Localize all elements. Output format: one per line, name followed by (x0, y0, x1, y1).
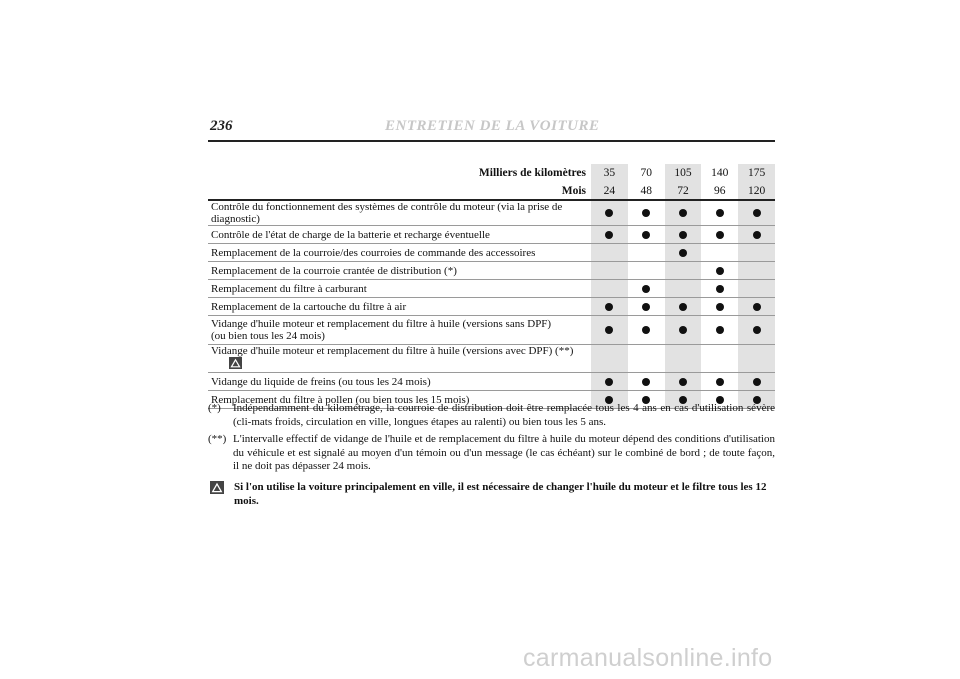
maintenance-row (208, 316, 775, 345)
interval-cell (738, 298, 775, 316)
month-value: 24 (591, 182, 628, 200)
footnote-text: Indépendamment du kilométrage, la courroie de distribution doit être remplacée tous les 4 ans en cas d'utilisation sévère (cli-mats froids, circulation en ville, longues étapes au ralenti) ou bien tous les 5 ans. (233, 402, 775, 428)
interval-cell (701, 373, 738, 391)
month-value: 96 (701, 182, 738, 200)
scheduled-dot-icon (753, 209, 761, 217)
interval-cell (628, 373, 665, 391)
scheduled-dot-icon (679, 326, 687, 334)
interval-cell (701, 200, 738, 226)
interval-cell (665, 244, 702, 262)
interval-cell (738, 244, 775, 262)
footnote-text: L'intervalle effectif de vidange de l'huile et de remplacement du filtre à huile du moteur dépend des conditions d'utilisation du véhicule et est signalé au moyen d'un témoin ou d'un message (le cas échéant) sur le combiné de bord ; de toute façon, il ne doit pas dépasser 24 mois. (233, 433, 775, 472)
warning-note (210, 481, 775, 508)
interval-cell (591, 200, 628, 226)
scheduled-dot-icon (753, 326, 761, 334)
month-value: 120 (738, 182, 775, 200)
warning-text: Si l'on utilise la voiture principalement en ville, il est nécessaire de changer l'huile du moteur et le filtre tous les 12 mois. (234, 481, 767, 507)
scheduled-dot-icon (716, 209, 724, 217)
operation-cell (208, 316, 591, 345)
header-rule (208, 140, 775, 142)
interval-cell (628, 345, 665, 373)
interval-cell (738, 316, 775, 345)
interval-cell (701, 226, 738, 244)
km-value: 35 (591, 164, 628, 182)
operation-label: Remplacement de la courroie/des courroies de commande des accessoires (211, 246, 536, 259)
interval-cell (628, 316, 665, 345)
interval-cell (665, 373, 702, 391)
km-header-row (208, 164, 775, 182)
interval-cell (738, 373, 775, 391)
interval-cell (628, 262, 665, 280)
interval-cell (591, 226, 628, 244)
interval-cell (628, 226, 665, 244)
interval-cell (738, 200, 775, 226)
interval-cell (665, 226, 702, 244)
km-value: 70 (640, 167, 652, 179)
interval-cell (665, 316, 702, 345)
warning-triangle-icon (210, 481, 234, 508)
interval-cell (701, 262, 738, 280)
maintenance-row (208, 298, 775, 316)
interval-cell (665, 200, 702, 226)
operation-cell (208, 262, 591, 280)
scheduled-dot-icon (605, 209, 613, 217)
month-value: 48 (628, 182, 665, 200)
scheduled-dot-icon (716, 285, 724, 293)
scheduled-dot-icon (679, 378, 687, 386)
scheduled-dot-icon (753, 378, 761, 386)
page-number: 236 (210, 118, 233, 134)
footnotes (208, 402, 775, 478)
operation-cell (208, 244, 591, 262)
interval-cell (628, 280, 665, 298)
maintenance-row (208, 280, 775, 298)
maintenance-row (208, 262, 775, 280)
interval-cell (738, 262, 775, 280)
operation-cell (208, 345, 591, 373)
interval-cell (738, 226, 775, 244)
footnote-mark: (**) (208, 433, 227, 445)
scheduled-dot-icon (605, 231, 613, 239)
watermark: carmanualsonline.info (523, 644, 773, 672)
maintenance-row (208, 226, 775, 244)
scheduled-dot-icon (679, 209, 687, 217)
interval-cell (701, 298, 738, 316)
interval-cell (591, 262, 628, 280)
operation-label: Vidange d'huile moteur et remplacement du filtre à huile (versions sans DPF) (211, 318, 552, 330)
scheduled-dot-icon (753, 231, 761, 239)
operation-label: Remplacement du filtre à carburant (211, 282, 367, 295)
operation-label: Vidange du liquide de freins (ou tous les 24 mois) (211, 375, 431, 388)
warning-triangle-icon (229, 357, 242, 372)
scheduled-dot-icon (716, 378, 724, 386)
interval-cell (665, 298, 702, 316)
operation-label-note: (ou bien tous les 24 mois) (211, 330, 325, 342)
interval-cell (628, 244, 665, 262)
months-header-row (208, 182, 775, 200)
operation-label: Remplacement du filtre à pollen (ou bien tous les 15 mois) (211, 393, 470, 406)
operation-cell (208, 226, 591, 244)
interval-cell (665, 345, 702, 373)
interval-cell (591, 316, 628, 345)
maintenance-row (208, 373, 775, 391)
operation-cell (208, 280, 591, 298)
km-value: 105 (665, 164, 702, 182)
interval-cell (591, 280, 628, 298)
scheduled-dot-icon (605, 326, 613, 334)
interval-cell (591, 244, 628, 262)
scheduled-dot-icon (642, 303, 650, 311)
scheduled-dot-icon (642, 326, 650, 334)
scheduled-dot-icon (605, 378, 613, 386)
interval-cell (591, 373, 628, 391)
interval-cell (738, 280, 775, 298)
scheduled-dot-icon (679, 303, 687, 311)
operation-label: Contrôle du fonctionnement des systèmes de contrôle du moteur (via la prise de diagnostic) (211, 201, 563, 225)
maintenance-row (208, 345, 775, 373)
scheduled-dot-icon (716, 267, 724, 275)
month-value: 72 (665, 182, 702, 200)
operation-label: Vidange d'huile moteur et remplacement du filtre à huile (versions avec DPF) (**) (211, 345, 574, 357)
operation-cell (208, 200, 591, 226)
scheduled-dot-icon (642, 378, 650, 386)
operation-label: Remplacement de la courroie crantée de distribution (*) (211, 264, 457, 277)
km-value: 175 (738, 164, 775, 182)
interval-cell (628, 298, 665, 316)
interval-cell (665, 262, 702, 280)
scheduled-dot-icon (642, 285, 650, 293)
interval-cell (701, 280, 738, 298)
scheduled-dot-icon (679, 231, 687, 239)
footnote-mark: (*) (208, 402, 221, 414)
maintenance-row (208, 200, 775, 226)
interval-cell (665, 280, 702, 298)
operation-label: Contrôle de l'état de charge de la batterie et recharge éventuelle (211, 228, 490, 241)
scheduled-dot-icon (679, 249, 687, 257)
scheduled-dot-icon (642, 231, 650, 239)
maintenance-table (208, 164, 775, 409)
operation-cell (208, 298, 591, 316)
operation-label: Remplacement de la cartouche du filtre à air (211, 300, 407, 313)
scheduled-dot-icon (716, 326, 724, 334)
interval-cell (738, 345, 775, 373)
scheduled-dot-icon (753, 303, 761, 311)
interval-cell (591, 298, 628, 316)
interval-cell (701, 244, 738, 262)
scheduled-dot-icon (605, 303, 613, 311)
scheduled-dot-icon (642, 209, 650, 217)
scheduled-dot-icon (716, 231, 724, 239)
interval-cell (701, 345, 738, 373)
footnote (208, 402, 775, 429)
km-value: 140 (711, 167, 729, 179)
operation-cell (208, 373, 591, 391)
footnote (208, 433, 775, 474)
chapter-title: ENTRETIEN DE LA VOITURE (385, 118, 600, 134)
km-label: Milliers de kilomètres (478, 167, 586, 179)
months-label: Mois (208, 182, 591, 200)
interval-cell (701, 316, 738, 345)
interval-cell (628, 200, 665, 226)
scheduled-dot-icon (716, 303, 724, 311)
interval-cell (591, 345, 628, 373)
maintenance-row (208, 244, 775, 262)
